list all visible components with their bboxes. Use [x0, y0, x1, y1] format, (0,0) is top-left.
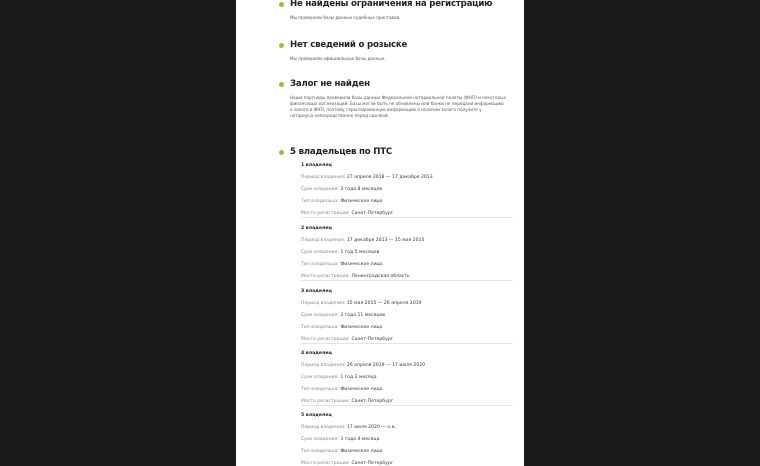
- owner-period-value: 27 апреля 2018 — 17 декабря 2013: [346, 175, 433, 180]
- owner-title: 5 владелец: [301, 413, 332, 418]
- owner-place-label: Место регистрации:: [301, 274, 350, 279]
- check-title: Нет сведений о розыске: [290, 40, 408, 50]
- owner-period-label: Период владения:: [301, 175, 346, 180]
- owner-period-row: [301, 425, 513, 431]
- owner-place-row: [301, 461, 513, 466]
- owner-type-label: Тип владельца:: [301, 199, 339, 204]
- owner-type-value: Физическое лицо: [340, 387, 383, 392]
- owner-place-label: Место регистрации:: [301, 461, 350, 466]
- owner-period-value: 17 июля 2020 — н.в.: [346, 425, 397, 430]
- owner-duration-value: 3 года 8 месяцев: [340, 187, 383, 192]
- owner-duration-row: [301, 437, 513, 443]
- owners-heading: 5 владельцев по ПТС: [290, 147, 393, 157]
- owner-card: [301, 163, 513, 217]
- owner-title: 3 владелец: [301, 289, 332, 294]
- owner-period-value: 17 декабря 2013 — 15 мая 2015: [346, 238, 425, 243]
- owner-type-value: Физическое лицо: [340, 449, 383, 454]
- owner-type-value: Физическое лицо: [340, 325, 383, 330]
- owner-duration-value: 3 года 11 месяцев: [340, 313, 386, 318]
- owner-period-label: Период владения:: [301, 363, 346, 368]
- owner-period-label: Период владения:: [301, 238, 346, 243]
- owner-period-value: 15 мая 2015 — 26 апреля 2019: [346, 301, 422, 306]
- status-dot-icon: [279, 82, 284, 87]
- owner-place-value: Санкт-Петербург: [351, 211, 394, 216]
- owner-duration-value: 3 года 4 месяца: [340, 437, 380, 442]
- owner-duration-label: Срок владения:: [301, 375, 339, 380]
- owner-type-label: Тип владельца:: [301, 387, 339, 392]
- owner-period-row: [301, 363, 513, 369]
- status-dot-icon: [279, 150, 284, 155]
- owner-type-label: Тип владельца:: [301, 325, 339, 330]
- owner-place-value: Ленинградская область: [351, 274, 410, 279]
- check-registration-restrictions: [290, 0, 510, 21]
- owner-type-label: Тип владельца:: [301, 262, 339, 267]
- check-title-row: [290, 40, 510, 51]
- check-description: Мы проверили официальные базы данных.: [290, 56, 386, 61]
- divider: [301, 405, 513, 406]
- owner-type-row: [301, 449, 513, 455]
- owner-place-label: Место регистрации:: [301, 399, 350, 404]
- owner-duration-label: Срок владения:: [301, 187, 339, 192]
- owner-duration-value: 1 год 5 месяцев: [340, 250, 380, 255]
- owner-duration-label: Срок владения:: [301, 437, 339, 442]
- report-page: [236, 0, 524, 466]
- owner-card: [301, 226, 513, 280]
- owner-period-label: Период владения:: [301, 301, 346, 306]
- owner-period-row: [301, 238, 513, 244]
- status-dot-icon: [279, 2, 284, 7]
- divider: [301, 280, 513, 281]
- owner-period-label: Период владения:: [301, 425, 346, 430]
- owner-duration-row: [301, 313, 513, 319]
- owner-place-label: Место регистрации:: [301, 337, 350, 342]
- owner-title: 2 владелец: [301, 226, 332, 231]
- owner-type-row: [301, 387, 513, 393]
- divider: [301, 343, 513, 344]
- owner-period-value: 26 апреля 2019 — 17 июля 2020: [346, 363, 426, 368]
- check-title: Не найдены ограничения на регистрацию: [290, 0, 493, 9]
- owner-place-value: Санкт-Петербург: [351, 399, 394, 404]
- owner-duration-row: [301, 187, 513, 193]
- owner-place-value: Санкт-Петербург: [351, 461, 394, 466]
- owner-place-value: Санкт-Петербург: [351, 337, 394, 342]
- owner-duration-row: [301, 375, 513, 381]
- check-description: Наши партнеры проверили базы данных Федеральной нотариальной палаты (ФНП) и некоторых финансовых организаций. Базы могли быть не обновлены или банки не передали информацию о залоге в ФНП, поэтому гарантированную информацию о наличии залога получите у нотариуса непосредственно перед сделкой.: [290, 95, 506, 118]
- owner-type-label: Тип владельца:: [301, 449, 339, 454]
- owner-type-row: [301, 199, 513, 205]
- check-description: Мы проверили базы данных судебных приставов.: [290, 15, 401, 20]
- owner-duration-value: 1 год 2 месяца: [340, 375, 377, 380]
- owner-place-label: Место регистрации:: [301, 211, 350, 216]
- owner-duration-label: Срок владения:: [301, 250, 339, 255]
- divider: [301, 217, 513, 218]
- owner-type-row: [301, 325, 513, 331]
- check-wanted: [290, 40, 510, 62]
- owner-card: [301, 289, 513, 343]
- owner-period-row: [301, 301, 513, 307]
- owner-title: 1 владелец: [301, 163, 332, 168]
- owner-type-value: Физическое лицо: [340, 199, 383, 204]
- owner-title: 4 владелец: [301, 351, 332, 356]
- owners-heading-row: [290, 147, 392, 157]
- check-pledge: [290, 79, 506, 119]
- check-title-row: [290, 0, 510, 10]
- owner-duration-row: [301, 250, 513, 256]
- check-title: Залог не найден: [290, 79, 370, 89]
- owner-card: [301, 351, 513, 405]
- owner-type-value: Физическое лицо: [340, 262, 383, 267]
- owner-type-row: [301, 262, 513, 268]
- status-dot-icon: [279, 43, 284, 48]
- owner-card: [301, 413, 513, 466]
- check-title-row: [290, 79, 506, 90]
- owner-period-row: [301, 175, 513, 181]
- owner-duration-label: Срок владения:: [301, 313, 339, 318]
